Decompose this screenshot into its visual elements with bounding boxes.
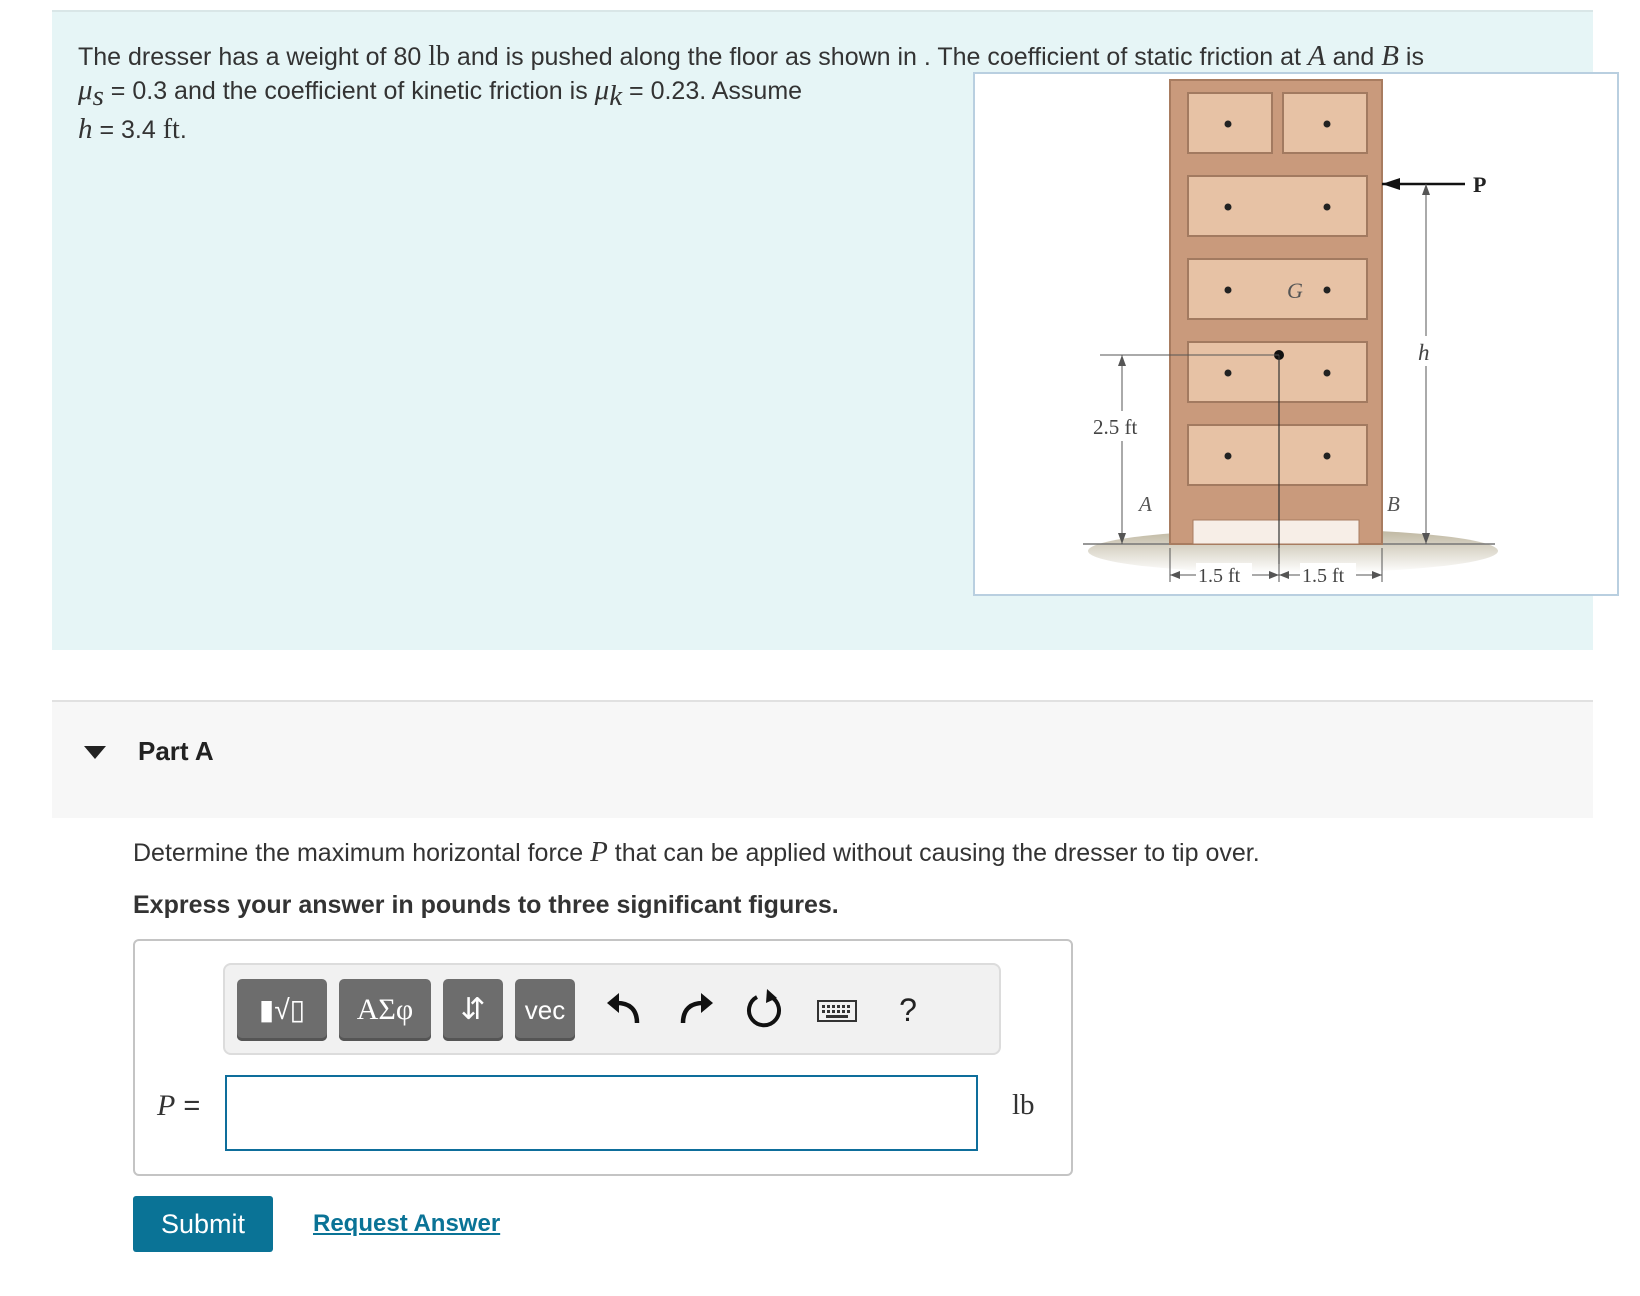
mu-k-sub: k — [609, 80, 623, 112]
help-label: ? — [899, 992, 917, 1028]
arrows-icon: ⇵ — [460, 993, 486, 1026]
answer-input[interactable] — [225, 1075, 978, 1151]
submit-button[interactable]: Submit — [133, 1196, 273, 1252]
h-symbol: h — [78, 113, 93, 145]
templates-button[interactable] — [237, 979, 327, 1041]
weight-unit: lb — [428, 41, 450, 72]
help-button[interactable] — [883, 985, 933, 1035]
collapse-caret-icon[interactable] — [84, 746, 106, 759]
problem-period: . — [179, 116, 187, 144]
request-answer-link[interactable]: Request Answer — [313, 1210, 501, 1237]
answer-instruction: Express your answer in pounds to three significant figures. — [133, 891, 839, 919]
mu-symbol-k: μ — [594, 74, 610, 106]
drawer-3 — [1188, 259, 1367, 319]
force-p-label: P — [1473, 172, 1487, 197]
h-arrow-top — [1422, 184, 1430, 195]
reset-icon[interactable] — [739, 985, 789, 1035]
problem-text-5: = 3.4 — [92, 116, 163, 144]
g-label: G — [1287, 278, 1303, 303]
answer-unit: lb — [1012, 1089, 1035, 1121]
dresser-diagram — [975, 74, 1617, 594]
answer-panel — [133, 939, 1073, 1176]
height-arrow-top — [1118, 355, 1126, 366]
arrows-button[interactable] — [443, 979, 503, 1041]
problem-text-3: = 0.3 and the coefficient of kinetic friction is — [103, 77, 595, 105]
question-text — [133, 836, 1260, 869]
width-arrow-4 — [1372, 571, 1382, 579]
mu-s-sub: s — [92, 80, 104, 112]
part-title: Part A — [138, 736, 214, 766]
h-label: h — [1418, 340, 1430, 365]
problem-text-2: and is pushed along the floor as shown in . The coefficient of static friction at — [449, 43, 1308, 71]
problem-statement-panel — [52, 10, 1593, 650]
part-a-header[interactable] — [52, 700, 1593, 818]
math-toolbar — [223, 963, 1001, 1055]
answer-variable-label — [157, 1089, 200, 1123]
point-b-label: B — [1387, 492, 1400, 516]
problem-text-1: The dresser has a weight of 80 — [78, 43, 429, 71]
point-a-ref: A — [1307, 40, 1326, 72]
dresser-base-opening — [1193, 520, 1359, 544]
undo-icon[interactable] — [599, 985, 649, 1035]
problem-text-4: = 0.23. Assume — [622, 77, 803, 105]
width-arrow-1 — [1170, 571, 1180, 579]
drawer-5 — [1188, 425, 1367, 485]
left-width-label: 1.5 ft — [1198, 565, 1241, 587]
question-text-2: that can be applied without causing the dresser to tip over. — [607, 839, 1260, 867]
vector-button[interactable] — [515, 979, 575, 1041]
height-label: 2.5 ft — [1093, 415, 1138, 439]
mu-symbol: μ — [78, 74, 93, 106]
templates-icon: ▮√▯ — [258, 994, 306, 1025]
dresser-figure — [973, 72, 1619, 596]
h-unit: ft — [162, 114, 180, 145]
answer-variable: P — [157, 1089, 176, 1122]
right-width-label: 1.5 ft — [1302, 565, 1345, 587]
redo-icon[interactable] — [671, 985, 721, 1035]
answer-equals: = — [175, 1090, 201, 1122]
point-b-ref: B — [1381, 40, 1399, 72]
problem-text-is: is — [1398, 43, 1424, 71]
vec-label: vec — [524, 995, 566, 1025]
greek-symbols-button[interactable] — [339, 979, 431, 1041]
force-arrowhead — [1382, 178, 1400, 190]
drawer-2 — [1188, 176, 1367, 236]
keyboard-icon[interactable] — [813, 985, 861, 1035]
point-a-label: A — [1139, 492, 1152, 516]
question-text-1: Determine the maximum horizontal force — [133, 839, 591, 867]
greek-label: ΑΣφ — [356, 993, 414, 1026]
question-var-p: P — [590, 836, 608, 868]
problem-text-and: and — [1325, 43, 1382, 71]
